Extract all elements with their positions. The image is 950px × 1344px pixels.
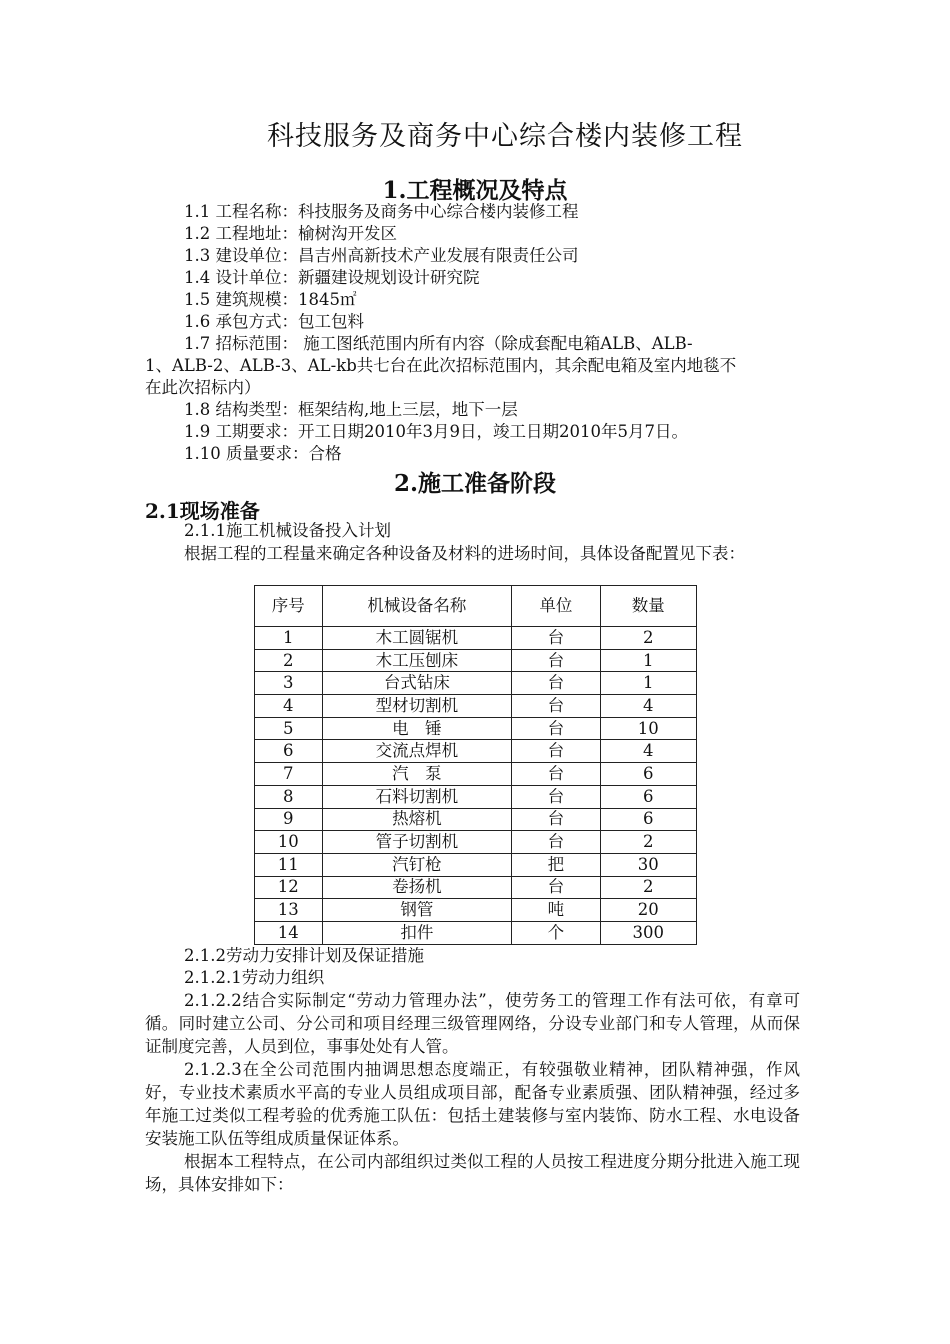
cell: 6 [255,740,323,763]
cell: 9 [255,808,323,831]
cell: 12 [255,876,323,899]
header-cell: 数量 [600,586,696,627]
labor-paragraph-2: 2.1.2.3在全公司范围内抽调思想态度端正，有较强敬业精神，团队精神强，作风好，专业技术素质水平高的专业人员组成项目部，配备专业素质强、团队精神强，经过多年施工过类似工程考验的优秀施工队伍：包括土建装修与室内装饰、防水工程、水电设备安装施工队伍等组成质量保证体系。 [145,1060,800,1148]
cell: 台 [512,876,600,899]
cell: 个 [512,921,600,944]
table-row [255,627,697,650]
labor-paragraph-3: 根据本工程特点，在公司内部组织过类似工程的人员按工程进度分期分批进入施工现场，具体安排如下： [145,1152,800,1194]
cell: 11 [255,853,323,876]
cell: 台 [512,695,600,718]
header-cell: 单位 [512,586,600,627]
cell: 8 [255,785,323,808]
section-2-heading: 2.施工准备阶段 [393,470,556,497]
cell: 木工圆锯机 [322,627,512,650]
cell: 把 [512,853,600,876]
table-row [255,785,697,808]
cell: 台 [512,717,600,740]
table-row [255,921,697,944]
table-row [255,717,697,740]
cell: 吨 [512,899,600,922]
cell: 7 [255,763,323,786]
cell: 6 [600,785,696,808]
cell: 交流点焊机 [322,740,512,763]
cell: 4 [600,695,696,718]
table-header-row [255,586,697,627]
section-1-heading: 1.工程概况及特点 [382,177,568,204]
cell: 汽 泵 [322,763,512,786]
cell: 台 [512,627,600,650]
table-row [255,695,697,718]
cell: 6 [600,808,696,831]
table-row [255,899,697,922]
table-row [255,763,697,786]
labor-org: 2.1.2.1劳动力组织 [184,968,325,987]
cell: 台 [512,763,600,786]
cell: 扣件 [322,921,512,944]
cell: 台 [512,785,600,808]
cell: 1 [255,627,323,650]
item-1-9: 1.9 工期要求：开工日期2010年3月9日，竣工日期2010年5月7日。 [184,422,688,441]
cell: 1 [600,672,696,695]
item-1-7-cont-1: 1、ALB-2、ALB-3、AL-kb共七台在此次招标范围内，其余配电箱及室内地毯不 [145,356,737,375]
cell: 3 [255,672,323,695]
cell: 5 [255,717,323,740]
cell: 1 [600,649,696,672]
cell: 10 [255,831,323,854]
cell: 台 [512,831,600,854]
table-row [255,672,697,695]
cell: 4 [255,695,323,718]
item-1-6: 1.6 承包方式：包工包料 [184,312,364,331]
cell: 石料切割机 [322,785,512,808]
item-1-7-cont-2: 在此次招标内） [145,378,261,397]
cell: 14 [255,921,323,944]
plan-title: 2.1.1施工机械设备投入计划 [184,521,391,540]
cell: 20 [600,899,696,922]
cell: 管子切割机 [322,831,512,854]
cell: 2 [600,627,696,650]
cell: 2 [600,831,696,854]
cell: 台 [512,672,600,695]
equipment-table [254,585,697,945]
item-1-8: 1.8 结构类型：框架结构,地上三层，地下一层 [184,400,518,419]
cell: 台 [512,808,600,831]
table-row [255,649,697,672]
item-1-1: 1.1 工程名称：科技服务及商务中心综合楼内装修工程 [184,202,579,221]
item-1-10: 1.10 质量要求：合格 [184,444,342,463]
cell: 台式钻床 [322,672,512,695]
item-1-4: 1.4 设计单位：新疆建设规划设计研究院 [184,268,480,287]
cell: 钢管 [322,899,512,922]
document-title: 科技服务及商务中心综合楼内装修工程 [267,121,743,152]
cell: 型材切割机 [322,695,512,718]
cell: 台 [512,740,600,763]
table-row [255,853,697,876]
cell: 2 [600,876,696,899]
cell: 台 [512,649,600,672]
section-2-1-heading: 2.1现场准备 [145,499,260,523]
cell: 30 [600,853,696,876]
table-row [255,808,697,831]
cell: 木工压刨床 [322,649,512,672]
cell: 13 [255,899,323,922]
cell: 6 [600,763,696,786]
cell: 4 [600,740,696,763]
header-cell: 序号 [255,586,323,627]
item-1-2: 1.2 工程地址：榆树沟开发区 [184,224,397,243]
item-1-3: 1.3 建设单位：昌吉州高新技术产业发展有限责任公司 [184,246,579,265]
item-1-7: 1.7 招标范围： 施工图纸范围内所有内容（除成套配电箱ALB、ALB- [184,334,693,353]
cell: 卷扬机 [322,876,512,899]
header-cell: 机械设备名称 [322,586,512,627]
table-row [255,740,697,763]
cell: 10 [600,717,696,740]
table-row [255,876,697,899]
labor-paragraph-1: 2.1.2.2结合实际制定“劳动力管理办法”，使劳务工的管理工作有法可依，有章可循。同时建立公司、分公司和项目经理三级管理网络，分设专业部门和专人管理，从而保证制度完善，人员到位，事事处处有人管。 [145,991,800,1056]
cell: 汽钉枪 [322,853,512,876]
plan-intro: 根据工程的工程量来确定各种设备及材料的进场时间，具体设备配置见下表： [184,544,745,563]
cell: 电 锤 [322,717,512,740]
cell: 热熔机 [322,808,512,831]
table-row [255,831,697,854]
item-1-5: 1.5 建筑规模：1845㎡ [184,290,357,309]
cell: 2 [255,649,323,672]
labor-title: 2.1.2劳动力安排计划及保证措施 [184,946,424,965]
cell: 300 [600,921,696,944]
